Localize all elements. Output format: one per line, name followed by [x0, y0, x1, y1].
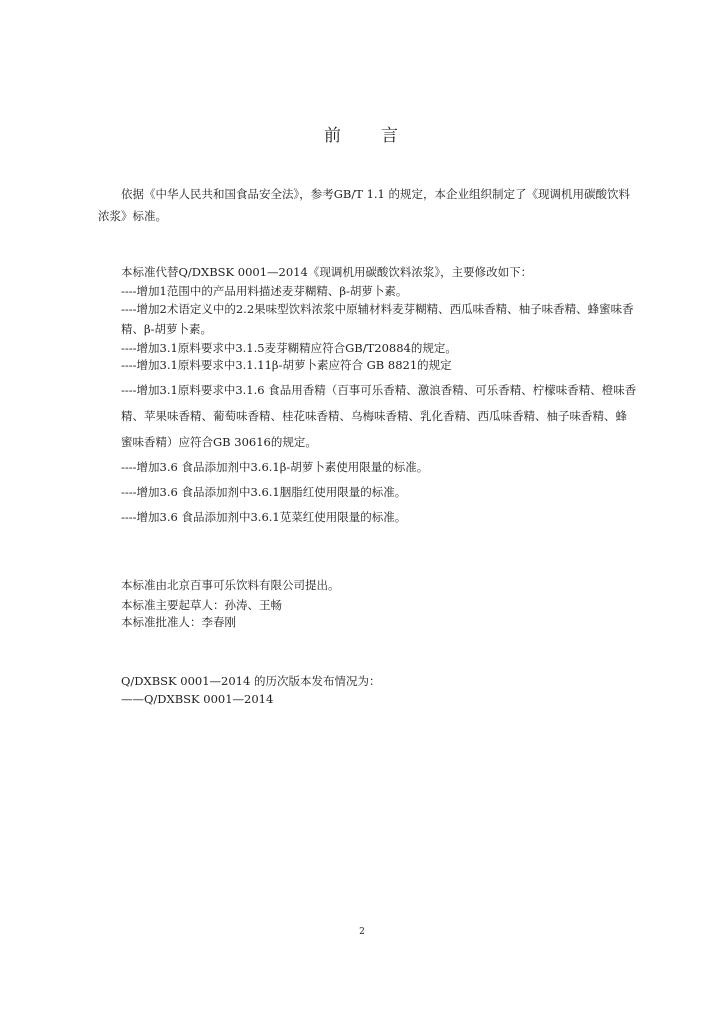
title-char-2: 言	[381, 126, 400, 146]
change-item-3: ----增加3.1原料要求中3.1.5麦芽糊精应符合GB/T20884的规定。	[121, 341, 457, 355]
change-item-2: ----增加2术语定义中的2.2果味型饮料浓浆中原辅材料麦芽糊精、西瓜味香精、柚子味香精、蜂蜜味香精、β-胡萝卜素。	[121, 302, 634, 336]
drafters-line: 本标准主要起草人：孙涛、王畅	[121, 598, 282, 612]
page-number: 2	[359, 927, 365, 937]
change-item-7: ----增加3.6 食品添加剂中3.6.1胭脂红使用限量的标准。	[121, 485, 407, 499]
change-item-1: ----增加1范围中的产品用料描述麦芽糊精、β-胡萝卜素。	[121, 284, 408, 298]
approver-line: 本标准批准人：李春刚	[121, 615, 236, 629]
history-heading: Q/DXBSK 0001—2014 的历次版本发布情况为：	[121, 674, 381, 688]
intro-paragraph: 依据《中华人民共和国食品安全法》，参考GB/T 1.1 的规定，本企业组织制定了《现调机用碳酸饮料浓浆》标准。	[98, 187, 631, 223]
change-item-5: ----增加3.1原料要求中3.1.6 食品用香精（百事可乐香精、激浪香精、可乐香精、柠檬味香精、橙味香精、苹果味香精、葡萄味香精、桂花味香精、乌梅味香精、乳化香精、西瓜味香精、柚子味香精、蜂蜜味香精）应符合GB 30616的规定。	[121, 383, 637, 449]
changes-heading: 本标准代替Q/DXBSK 0001—2014《现调机用碳酸饮料浓浆》，主要修改如下：	[121, 265, 533, 279]
proposer-line: 本标准由北京百事可乐饮料有限公司提出。	[121, 578, 340, 592]
change-item-8: ----增加3.6 食品添加剂中3.6.1苋菜红使用限量的标准。	[121, 510, 407, 524]
history-item: ——Q/DXBSK 0001—2014	[121, 692, 274, 706]
change-item-4: ----增加3.1原料要求中3.1.11β-胡萝卜素应符合 GB 8821的规定	[121, 358, 452, 372]
change-item-6: ----增加3.6 食品添加剂中3.6.1β-胡萝卜素使用限量的标准。	[121, 460, 429, 474]
page-title	[0, 121, 724, 146]
title-char-1: 前	[324, 126, 343, 146]
